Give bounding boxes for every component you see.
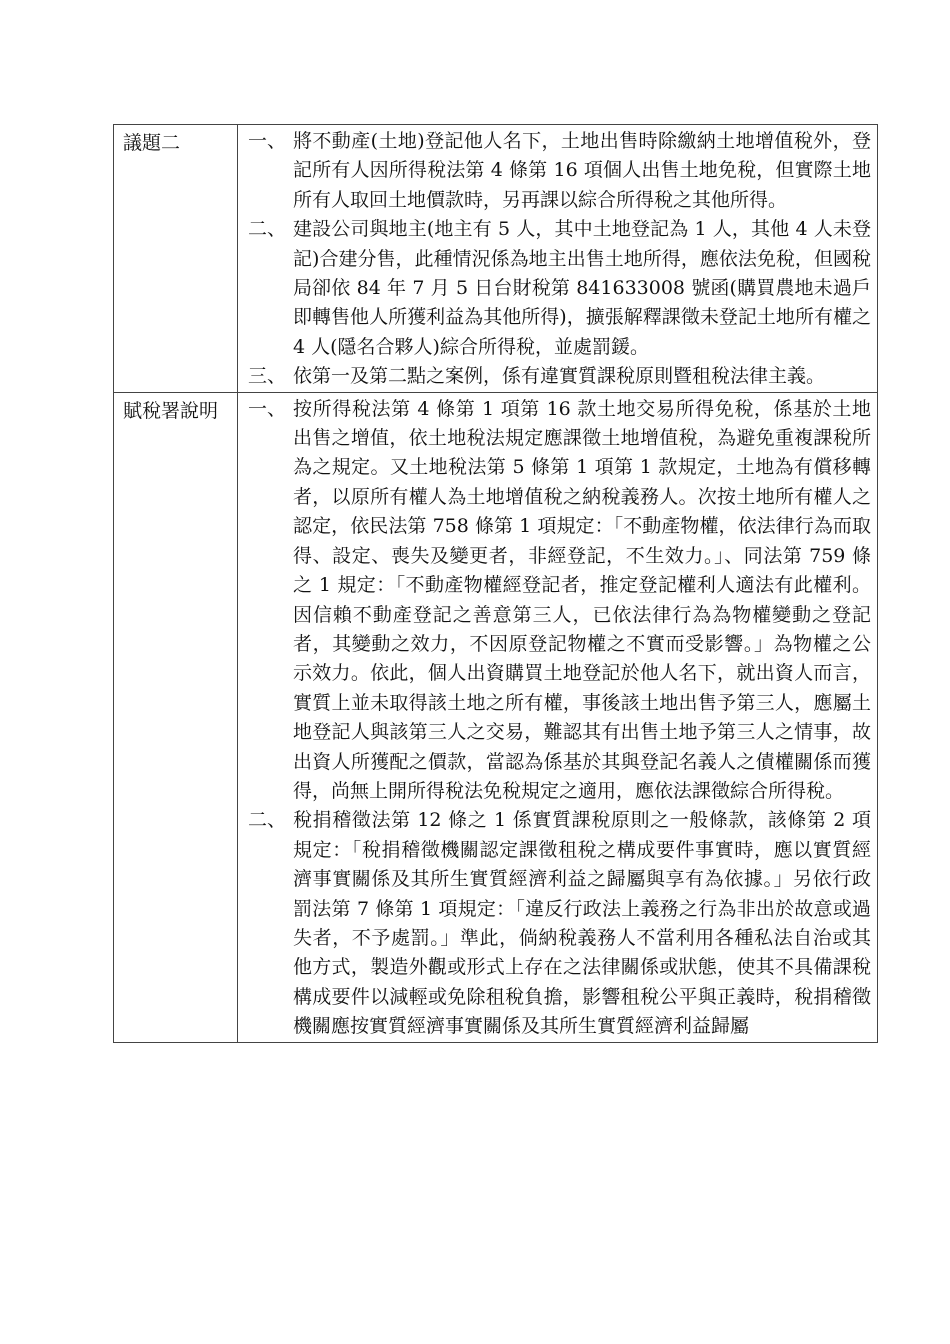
item-number: 一、	[248, 397, 287, 420]
list-item	[248, 806, 871, 1041]
row-label: 議題二	[114, 125, 238, 393]
item-number: 二、	[248, 809, 287, 832]
list-item	[248, 215, 871, 362]
item-text: 按所得稅法第 4 條第 1 項第 16 款土地交易所得免稅，係基於土地出售之增值，依土地稅法規定應課徵土地增值稅，為避免重複課稅所為之規定。又土地稅法第 5 條第 1 項第 1 款規定，土地為有償移轉者，以原所有權人為土地增值稅之納稅義務人。次按土地所有權人之認定，依民法第 758 條第 1 項規定：「不動產物權，依法律行為而取得、設定、喪失及變更者，非經登記，不生效力。」、同法第 759 條之 1 規定：「不動產物權經登記者，推定登記權利人適法有此權利。因信賴不動產登記之善意第三人，已依法律行為為物權變動之登記者，其變動之效力，不因原登記物權之不實而受影響。」為物權之公示效力。依此，個人出資購買土地登記於他人名下，就出資人而言，實質上並未取得該土地之所有權，事後該土地出售予第三人，應屬土地登記人與該第三人之交易，難認其有出售土地予第三人之情事，故出資人所獲配之價款，當認為係基於其與登記名義人之債權關係而獲得，尚無上開所得稅法免稅規定之適用，應依法課徵綜合所得稅。	[293, 397, 871, 802]
item-number: 一、	[248, 130, 287, 152]
item-text: 稅捐稽徵法第 12 條之 1 係實質課稅原則之一般條款，該條第 2 項規定：「稅捐稽徵機關認定課徵租稅之構成要件事實時，應以實質經濟事實關係及其所生實質經濟利益之歸屬與享有為依據。」另依行政罰法第 7 條第 1 項規定：「違反行政法上義務之行為非出於故意或過失者，不予處罰。」準此，倘納稅義務人不當利用各種私法自治或其他方式，製造外觀或形式上存在之法律關係或狀態，使其不具備課稅構成要件以減輕或免除租稅負擔，影響租稅公平與正義時，稅捐稽徵機關應按實質經濟事實關係及其所生實質經濟利益歸屬	[293, 809, 871, 1038]
item-number: 二、	[248, 218, 287, 241]
list-item	[248, 127, 871, 215]
row-label: 賦稅署說明	[114, 392, 238, 1042]
item-text: 依第一及第二點之案例，係有違實質課稅原則暨租稅法律主義。	[293, 365, 826, 388]
issue-row	[114, 125, 878, 393]
explanation-row	[114, 392, 878, 1042]
list-item	[248, 362, 871, 391]
issue-table	[113, 124, 878, 1043]
issue-content	[238, 125, 878, 393]
item-number: 三、	[248, 365, 287, 388]
item-text: 建設公司與地主(地主有 5 人，其中土地登記為 1 人，其他 4 人未登記)合建分售，此種情況係為地主出售土地所得，應依法免稅，但國稅局卻依 84 年 7 月 5 日台財稅第 841633008 號函(購買農地未過戶即轉售他人所獲利益為其他所得)，擴張解釋課徵未登記土地所有權之 4 人(隱名合夥人)綜合所得稅，並處罰鍰。	[293, 218, 871, 358]
list-item	[248, 395, 871, 807]
explanation-content	[238, 392, 878, 1042]
item-text: 將不動產(土地)登記他人名下，土地出售時除繳納土地增值稅外，登記所有人因所得稅法第 4 條第 16 項個人出售土地免稅，但實際土地所有人取回土地價款時，另再課以綜合所得稅之其他所得。	[293, 130, 871, 211]
